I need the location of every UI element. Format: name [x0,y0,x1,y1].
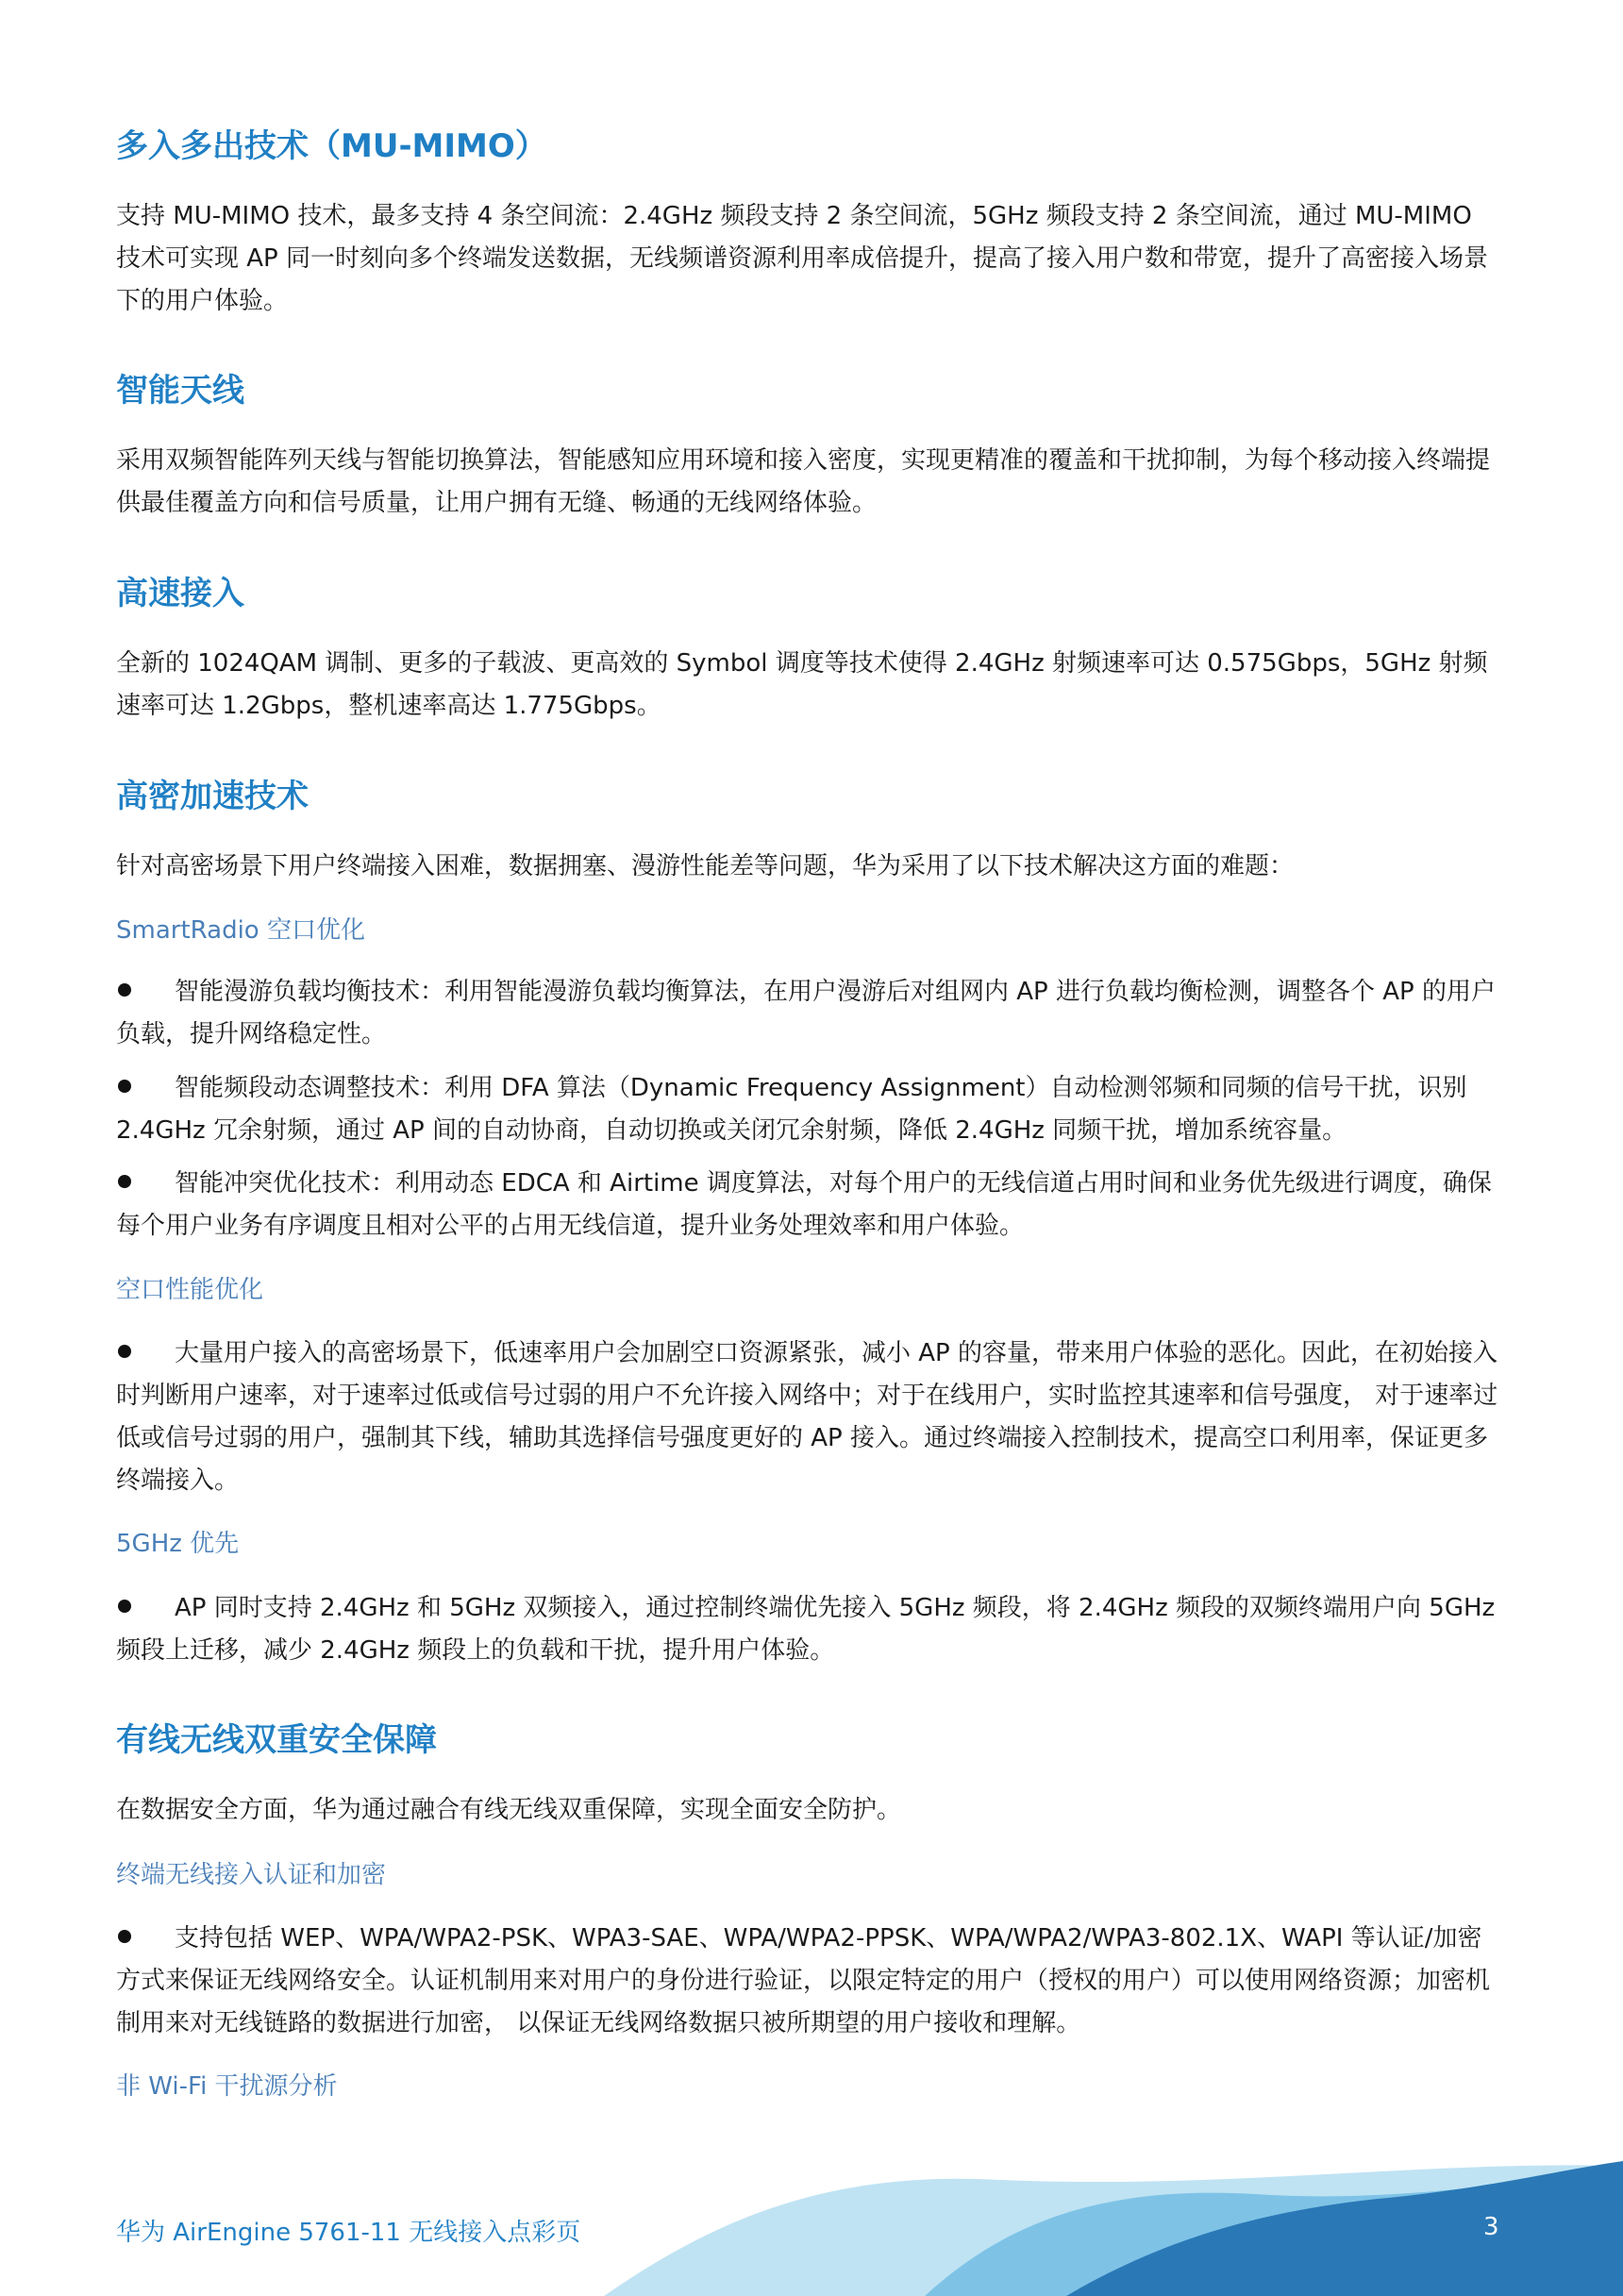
paragraph-high-density-intro: 针对高密场景下用户终端接入困难，数据拥塞、漫游性能差等问题，华为采用了以下技术解决这方面的难题： [116,852,1295,880]
bullet-icon [118,1175,131,1188]
paragraph-high-speed: 全新的 1024QAM 调制、更多的子载波、更高效的 Symbol 调度等技术使得 2.4GHz 射频速率可达 0.575Gbps，5GHz 射频速率可达 1.2Gbps，整机速率高达 1.775Gbps。 [116,649,1488,720]
page-number: 3 [1483,2213,1499,2241]
bullet-text: AP 同时支持 2.4GHz 和 5GHz 双频接入，通过控制终端优先接入 5GHz 频段，将 2.4GHz 频段的双频终端用户向 5GHz 频段上迁移，减少 2.4GHz 频段上的负载和干扰，提升用户体验。 [116,1594,1496,1665]
heading-security: 有线无线双重安全保障 [116,1721,437,1759]
bullet-text: 大量用户接入的高密场景下，低速率用户会加剧空口资源紧张，减小 AP 的容量，带来用户体验的恶化。因此，在初始接入时判断用户速率，对于速率过低或信号过弱的用户不允许接入网络中；对于在线用户，实时监控其速率和信号强度， 对于速率过低或信号过弱的用户，强制其下线，辅助其选择信号强度更好的 AP 接入。通过终端接入控制技术，提高空口利用率，保证更多终端接入。 [116,1339,1498,1495]
bullet-icon [118,1600,131,1613]
footer-title: 华为 AirEngine 5761-11 无线接入点彩页 [116,2219,581,2247]
bullet-item [116,1587,1503,1672]
bullet-text: 支持包括 WEP、WPA/WPA2-PSK、WPA3-SAE、WPA/WPA2-PPSK、WPA/WPA2/WPA3-802.1X、WAPI 等认证/加密方式来保证无线网络安全。认证机制用来对用户的身份进行验证，以限定特定的用户（授权的用户）可以使用网络资源；加密机制用来对无线链路的数据进行加密， 以保证无线网络数据只被所期望的用户接收和理解。 [116,1924,1491,2037]
subheading-5ghz-priority: 5GHz 优先 [116,1530,240,1558]
bullet-text: 智能频段动态调整技术：利用 DFA 算法（Dynamic Frequency Assignment）自动检测邻频和同频的信号干扰，识别 2.4GHz 冗余射频，通过 AP 间的自动协商，自动切换或关闭冗余射频，降低 2.4GHz 同频干扰，增加系统容量。 [116,1074,1467,1145]
bullet-item [116,971,1503,1056]
heading-high-speed: 高速接入 [116,575,244,612]
bullet-item [116,1163,1503,1248]
bullet-item [116,1918,1503,2045]
bullet-text: 智能冲突优化技术：利用动态 EDCA 和 Airtime 调度算法，对每个用户的无线信道占用时间和业务优先级进行调度，确保每个用户业务有序调度且相对公平的占用无线信道，提升业务处理效率和用户体验。 [116,1169,1492,1240]
paragraph-mu-mimo: 支持 MU-MIMO 技术，最多支持 4 条空间流：2.4GHz 频段支持 2 条空间流，5GHz 频段支持 2 条空间流，通过 MU-MIMO 技术可实现 AP 同一时刻向多个终端发送数据，无线频谱资源利用率成倍提升，提高了接入用户数和带宽，提升了高密接入场景下的用户体验。 [116,202,1488,315]
heading-smart-antenna: 智能天线 [116,372,244,410]
heading-high-density: 高密加速技术 [116,778,309,815]
bullet-icon [118,1345,131,1358]
bullet-icon [118,1080,131,1093]
subheading-air-performance: 空口性能优化 [116,1276,264,1304]
bullet-item [116,1332,1503,1502]
bullet-item [116,1067,1503,1152]
bullet-text: 智能漫游负载均衡技术：利用智能漫游负载均衡算法，在用户漫游后对组网内 AP 进行负载均衡检测，调整各个 AP 的用户负载，提升网络稳定性。 [116,978,1496,1048]
subheading-smartradio: SmartRadio 空口优化 [116,916,365,945]
subheading-non-wifi: 非 Wi-Fi 干扰源分析 [116,2072,338,2101]
heading-mu-mimo: 多入多出技术（MU-MIMO） [116,127,547,165]
bullet-icon [118,983,131,997]
subheading-auth-encryption: 终端无线接入认证和加密 [116,1861,387,1889]
bullet-icon [118,1930,131,1943]
paragraph-smart-antenna: 采用双频智能阵列天线与智能切换算法，智能感知应用环境和接入密度，实现更精准的覆盖和干扰抑制，为每个移动接入终端提供最佳覆盖方向和信号质量，让用户拥有无缝、畅通的无线网络体验。 [116,446,1491,517]
paragraph-security-intro: 在数据安全方面，华为通过融合有线无线双重保障，实现全面安全防护。 [116,1796,902,1824]
